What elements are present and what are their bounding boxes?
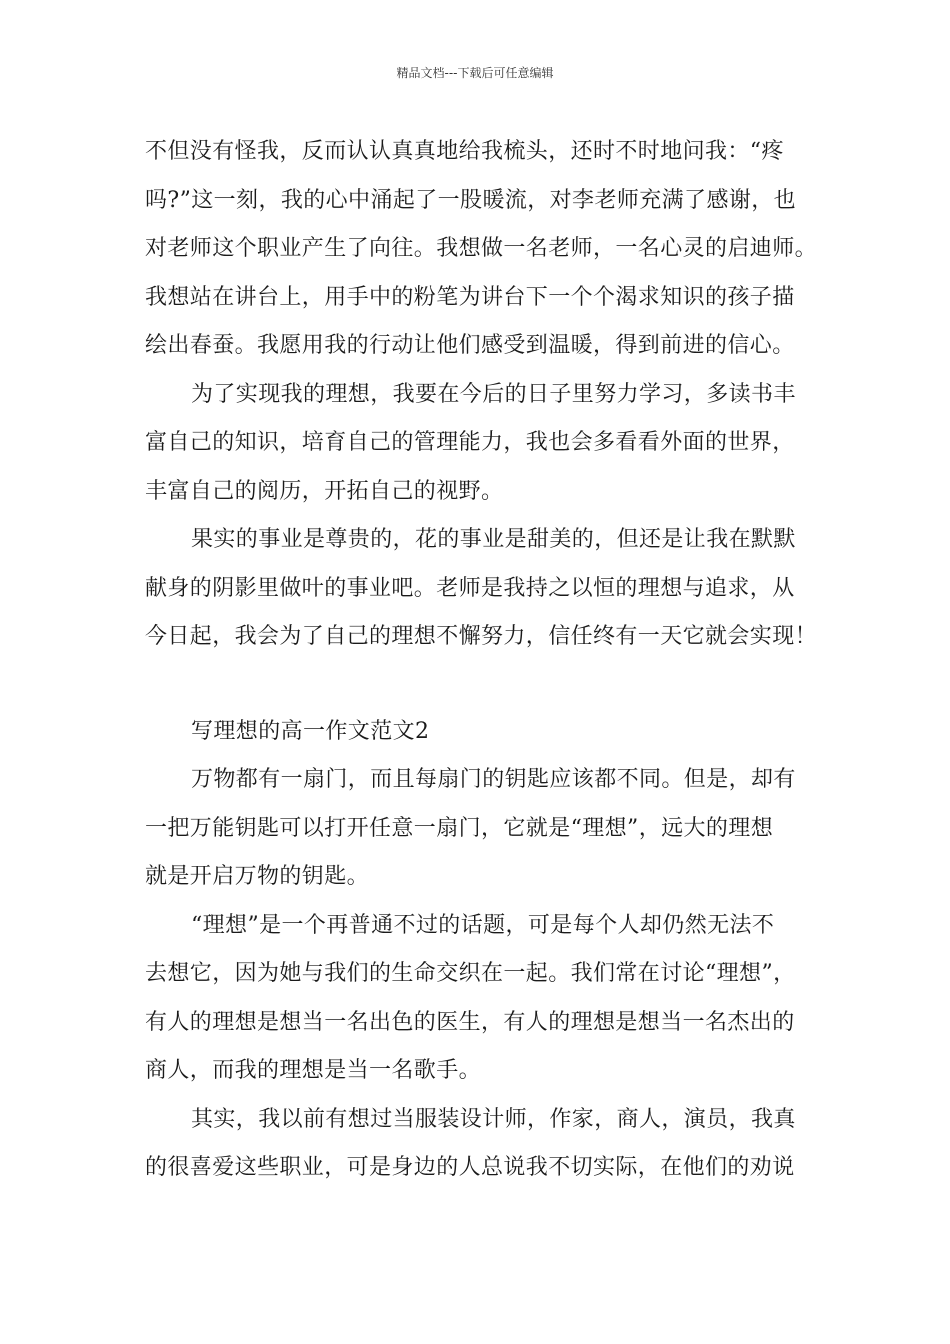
- text-line: 吗?”这一刻，我的心中涌起了一股暖流，对李老师充满了感谢，也: [145, 187, 797, 213]
- text-line: 我想站在讲台上，用手中的粉笔为讲台下一个个渴求知识的孩子描: [145, 284, 795, 310]
- section-heading: 写理想的高一作文范文2: [191, 718, 430, 744]
- text-line: 不但没有怪我，反而认认真真地给我梳头，还时不时地问我：“疼: [145, 139, 784, 164]
- text-line: 有人的理想是想当一名出色的医生，有人的理想是想当一名杰出的: [145, 1009, 795, 1035]
- text-line: 献身的阴影里做叶的事业吧。老师是我持之以恒的理想与追求，从: [145, 575, 795, 601]
- text-line: 就是开启万物的钥匙。: [145, 864, 370, 889]
- text-line: 商人，而我的理想是当一名歌手。: [145, 1058, 482, 1083]
- text-line: 对老师这个职业产生了向往。我想做一名老师，一名心灵的启迪师。: [145, 236, 818, 261]
- text-line: 一把万能钥匙可以打开任意一扇门，它就是“理想”，远大的理想: [145, 815, 774, 841]
- text-line: 绘出春蚕。我愿用我的行动让他们感受到温暖，得到前进的信心。: [145, 333, 795, 358]
- text-line: 的很喜爱这些职业，可是身边的人总说我不切实际，在他们的劝说: [145, 1155, 795, 1180]
- paragraph-start-line: 为了实现我的理想，我要在今后的日子里努力学习，多读书丰: [191, 381, 796, 407]
- page-header: 精品文档---下载后可任意编辑: [396, 66, 554, 80]
- text-line: 富自己的知识，培育自己的管理能力，我也会多看看外面的世界，: [145, 430, 795, 455]
- text-line: 丰富自己的阅历，开拓自己的视野。: [145, 478, 504, 504]
- paragraph-start-line: 其实，我以前有想过当服装设计师，作家，商人，演员，我真: [191, 1106, 796, 1132]
- text-line: 今日起，我会为了自己的理想不懈努力，信任终有一天它就会实现！: [145, 624, 818, 649]
- paragraph-start-line: 万物都有一扇门，而且每扇门的钥匙应该都不同。但是，却有: [191, 767, 796, 792]
- document-body: [145, 128, 825, 1193]
- paragraph-start-line: “理想”是一个再普通不过的话题，可是每个人却仍然无法不: [191, 912, 775, 938]
- paragraph-start-line: 果实的事业是尊贵的，花的事业是甜美的，但还是让我在默默: [191, 527, 796, 552]
- text-line: 去想它，因为她与我们的生命交织在一起。我们常在讨论“理想”，: [145, 961, 796, 986]
